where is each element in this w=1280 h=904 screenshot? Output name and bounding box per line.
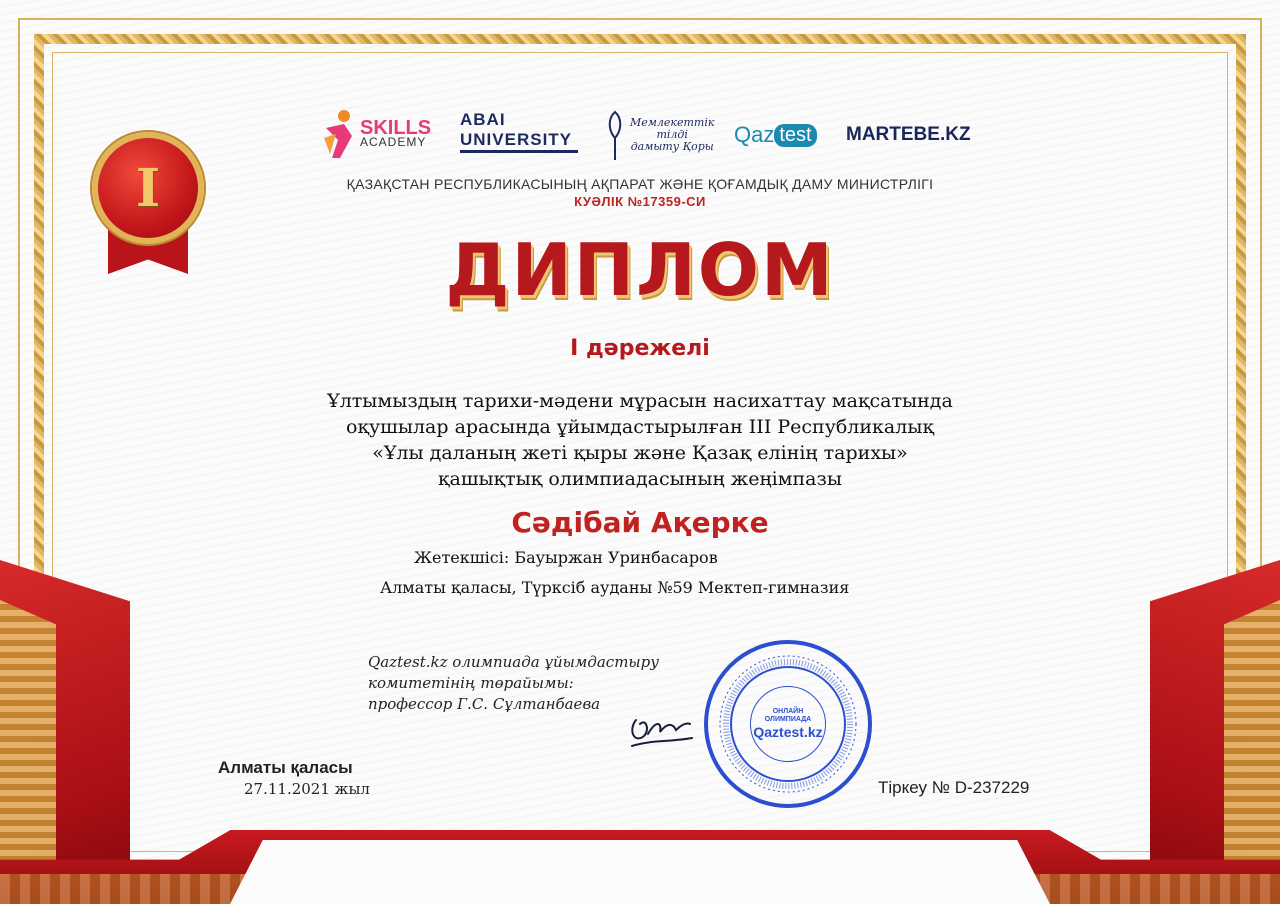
qaztest-logo — [734, 104, 817, 166]
fund-logo-line3: дамыту Қоры — [630, 140, 714, 153]
abai-university-logo — [460, 104, 578, 166]
description-line: Ұлтымыздың тарихи-мәдени мұрасын насихаттау мақсатында — [327, 390, 953, 412]
official-stamp — [704, 640, 872, 808]
fund-logo-line1: Мемлекеттік — [630, 116, 715, 129]
bottom-paper-edge — [230, 840, 1050, 904]
martebe-logo-text: MARTEBE.KZ — [846, 124, 971, 145]
medal-numeral: I — [135, 157, 161, 219]
registration-number: Тіркеу № D-237229 — [878, 778, 1030, 797]
supervisor-line: Жетекшісі: Бауыржан Уринбасаров — [414, 548, 718, 567]
stamp-caption: ОНЛАЙН ОЛИМПИАДА — [764, 708, 812, 723]
issue-date: 27.11.2021 жыл — [244, 780, 370, 798]
handwritten-signature — [626, 700, 696, 756]
school-line: Алматы қаласы, Түрксіб ауданы №59 Мектеп-гимназия — [380, 578, 850, 597]
qaztest-logo-part2: test — [774, 124, 816, 147]
committee-line: комитетінің төрайымы: — [368, 674, 574, 692]
winner-name: Сәдібай Ақерке — [511, 506, 769, 539]
skills-academy-logo — [322, 104, 431, 166]
description-line: оқушылар арасында ұйымдастырылған III Республикалық — [346, 416, 934, 438]
stamp-brand: Qaztest.kz — [753, 724, 823, 740]
skills-logo-text: SKILLS — [360, 117, 432, 139]
sponsor-logos — [318, 104, 971, 170]
fund-emblem-icon — [604, 108, 626, 162]
committee-chair-text — [368, 652, 659, 715]
certificate-number: КУӘЛІК №17359-СИ — [574, 194, 706, 209]
stamp-inner-ring — [730, 666, 846, 782]
language-fund-logo — [604, 104, 714, 166]
skills-figure-icon — [322, 108, 356, 162]
abai-logo-text: ABAI UNIVERSITY — [460, 110, 578, 153]
academy-logo-text: ACADEMY — [360, 135, 427, 149]
ministry-heading: ҚАЗАҚСТАН РЕСПУБЛИКАСЫНЫҢ АҚПАРАТ ЖӘНЕ ҚОҒАМДЫҚ ДАМУ МИНИСТРЛІГІ — [346, 176, 934, 192]
stamp-center — [750, 686, 826, 762]
degree-label: I дәрежелі — [570, 336, 710, 361]
fund-logo-line2: тілді — [656, 128, 688, 141]
diploma-title: ДИПЛОМ — [445, 228, 835, 312]
issue-city: Алматы қаласы — [218, 758, 353, 777]
description-line: қашықтық олимпиадасының жеңімпазы — [438, 468, 842, 490]
abai-logo-underline — [518, 155, 520, 161]
martebe-logo — [846, 104, 971, 166]
committee-line: Qaztest.kz олимпиада ұйымдастыру — [368, 653, 659, 671]
qaztest-logo-part1: Qaz — [734, 122, 775, 147]
award-description — [0, 388, 1280, 492]
committee-line: профессор Г.С. Сұлтанбаева — [368, 695, 601, 713]
description-line: «Ұлы даланың жеті қыры және Қазақ елінің тарихы» — [372, 442, 908, 464]
